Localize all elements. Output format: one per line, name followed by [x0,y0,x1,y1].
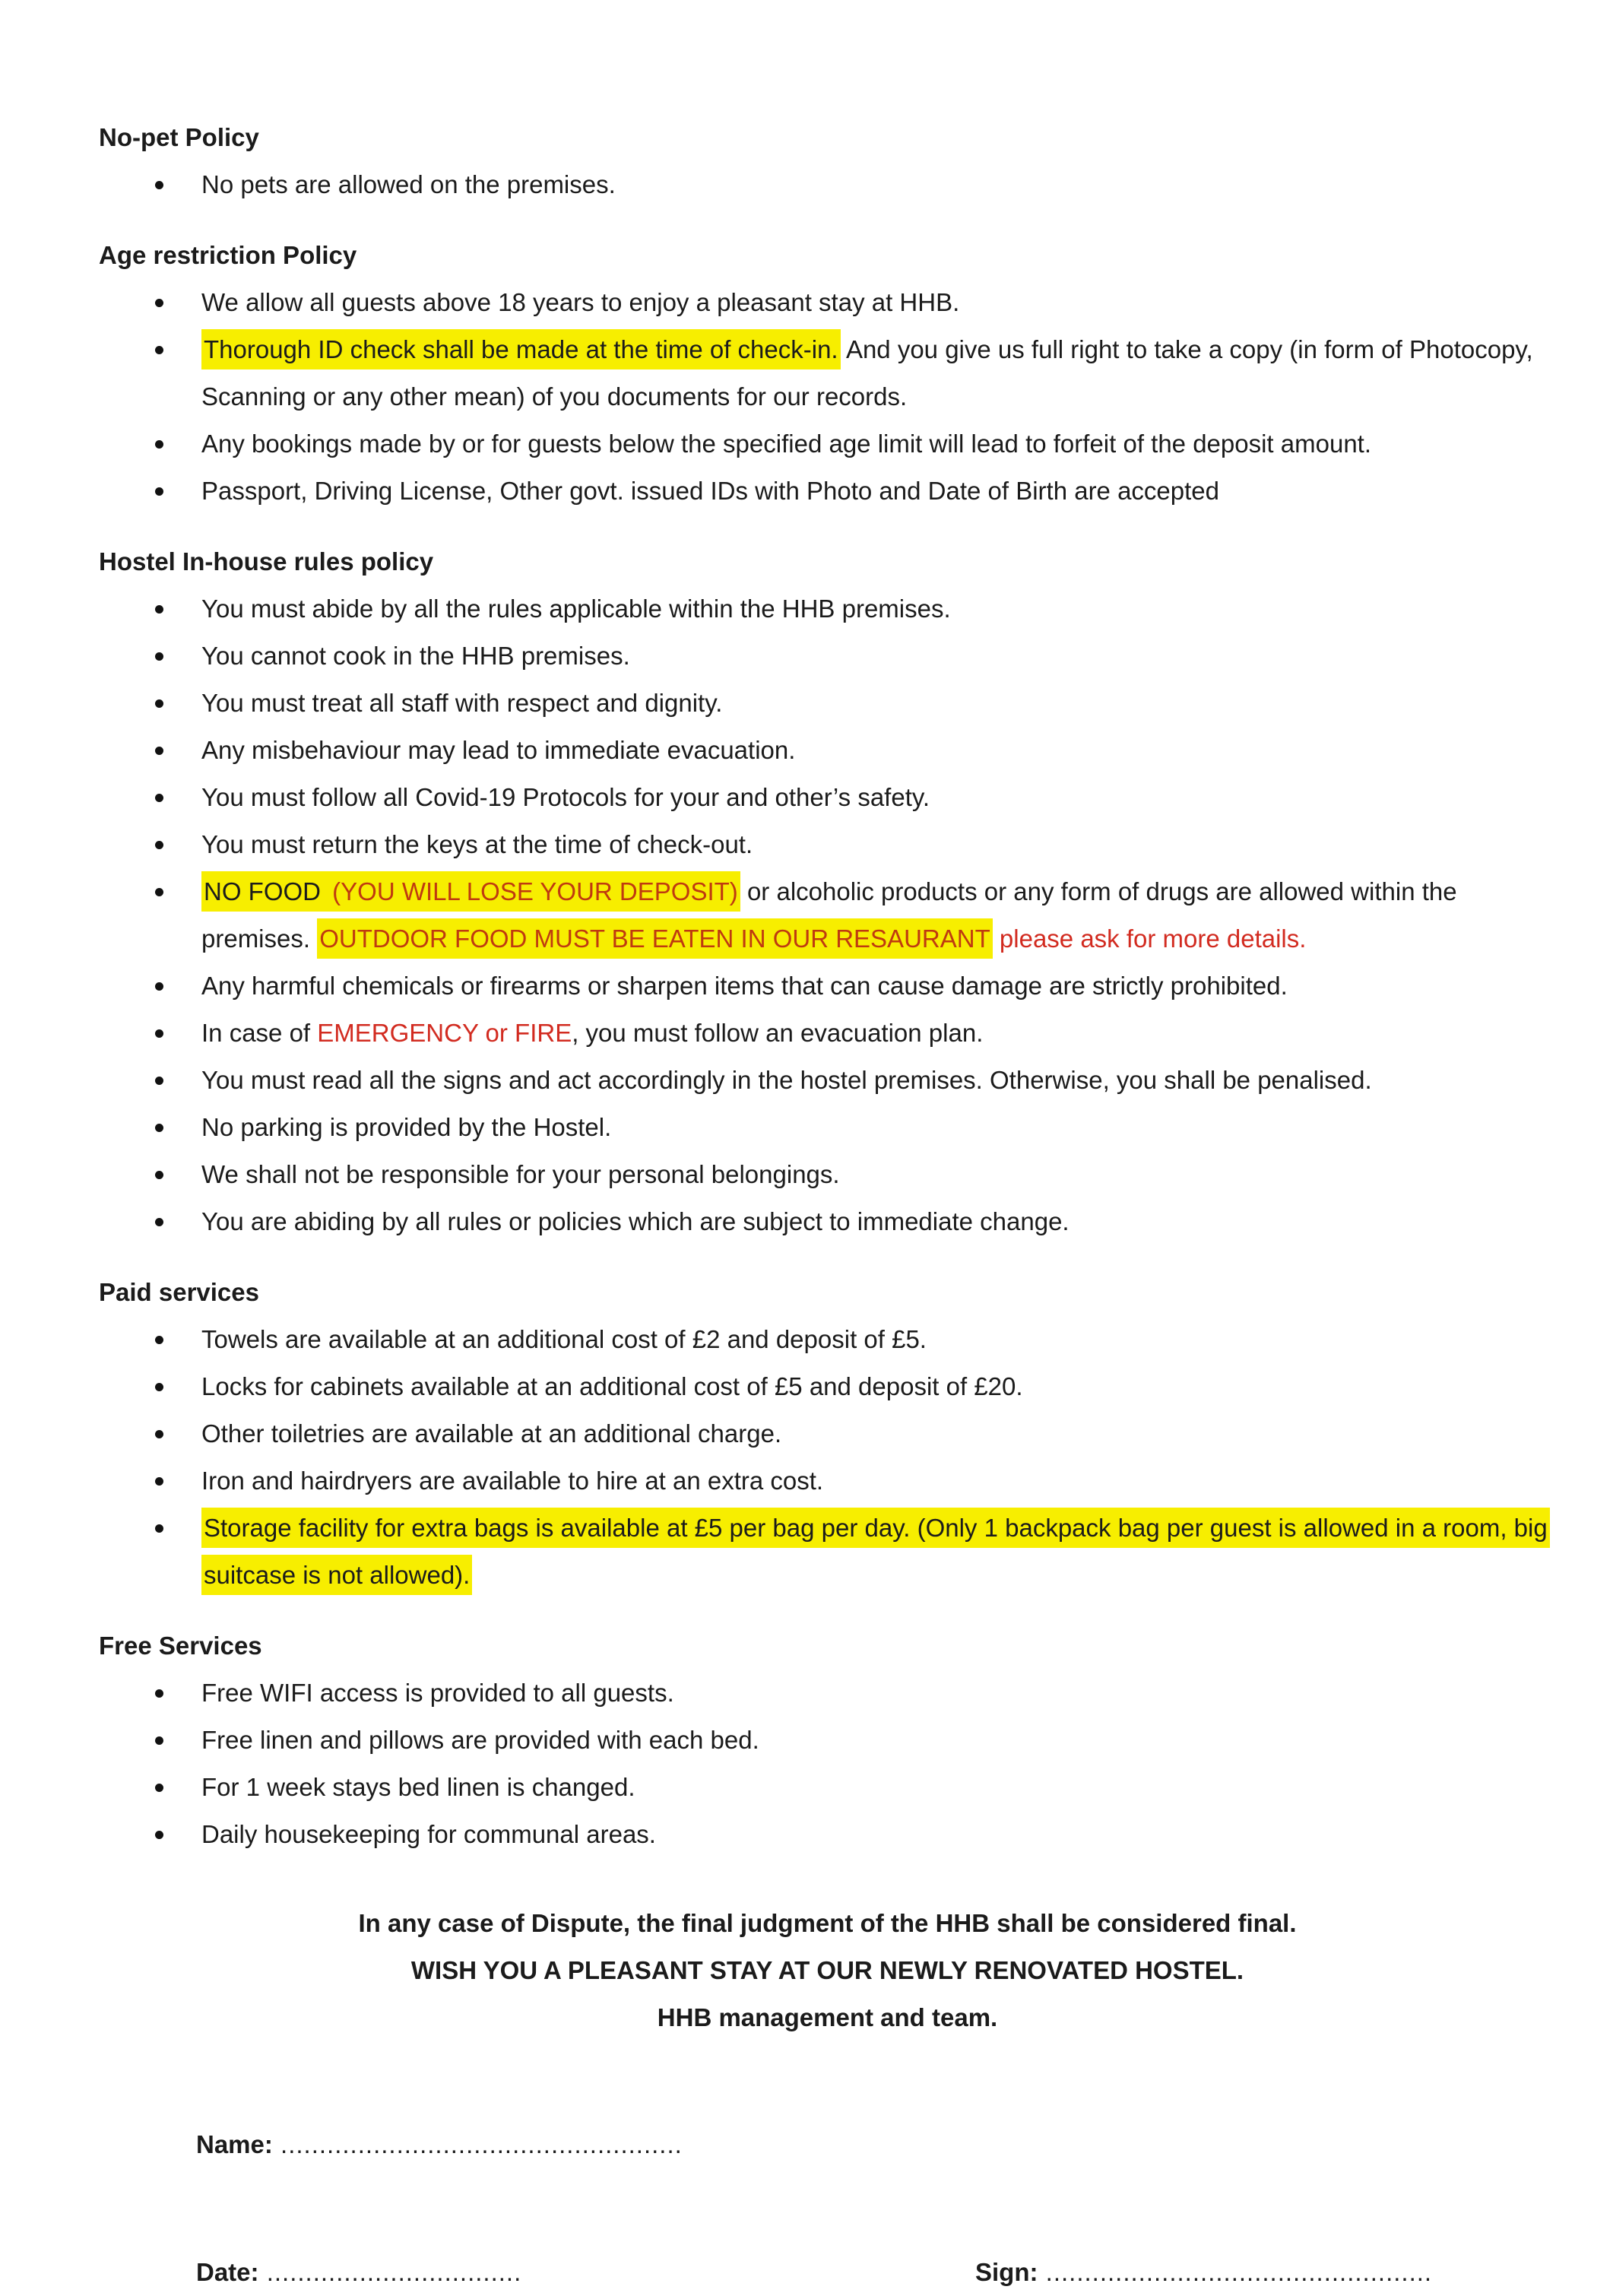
text-run: And you give us full right to take a copy (in form of Photocopy, Scanning or any other mean) of you documents for our records. [201,335,1533,411]
policy-sections [99,114,1556,1858]
policy-item [99,727,1556,774]
policy-item [99,1670,1556,1717]
policy-item [99,1363,1556,1410]
policy-list [99,585,1556,1245]
date-dots-line: ................................. [258,2258,522,2286]
section-heading: No-pet Policy [99,123,259,151]
closing-block [99,1900,1556,2041]
sign-dots-line: .................................................. [1038,2258,1433,2286]
text-run: Free WIFI access is provided to all guests. [201,1679,674,1707]
signature-date-sign-row [196,2249,1556,2296]
policy-item [99,821,1556,868]
text-run: You must abide by all the rules applicable within the HHB premises. [201,595,951,623]
name-dots-line: .................................................... [272,2130,683,2158]
text-run: No parking is provided by the Hostel. [201,1113,612,1141]
policy-item [99,279,1556,326]
text-run: We shall not be responsible for your personal belongings. [201,1160,840,1188]
text-run: You must read all the signs and act accordingly in the hostel premises. Otherwise, you shall be penalised. [201,1066,1372,1094]
emphasis-text-run: Storage facility for extra bags is available at £5 per bag per day. (Only 1 backpack bag per guest is allowed in a room, big suitcase is not allowed). [201,1508,1550,1595]
text-run: You must return the keys at the time of check-out. [201,830,753,858]
text-run: No pets are allowed on the premises. [201,170,616,198]
text-run: Iron and hairdryers are available to hire at an extra cost. [201,1467,824,1495]
policy-section [99,1622,1556,1858]
policy-item [99,680,1556,727]
policy-section [99,114,1556,208]
text-run: Daily housekeeping for communal areas. [201,1820,656,1848]
text-run: We allow all guests above 18 years to enjoy a pleasant stay at HHB. [201,288,960,316]
text-run: , you must follow an evacuation plan. [572,1019,984,1047]
policy-item [99,1410,1556,1457]
policy-list [99,1316,1556,1599]
policy-item [99,161,1556,208]
policy-item [99,774,1556,821]
text-run: You cannot cook in the HHB premises. [201,642,630,670]
date-label: Date: [196,2258,259,2286]
policy-item [99,1104,1556,1151]
policy-item [99,585,1556,633]
text-run: You are abiding by all rules or policies which are subject to immediate change. [201,1207,1070,1235]
policy-item [99,420,1556,468]
policy-list [99,279,1556,515]
sign-label: Sign: [975,2258,1038,2286]
policy-item [99,1505,1556,1599]
emphasis-text-run: NO FOOD [201,871,330,912]
closing-line-wish: WISH YOU A PLEASANT STAY AT OUR NEWLY RENOVATED HOSTEL. [410,1956,1244,1984]
closing-line-dispute: In any case of Dispute, the final judgment of the HHB shall be considered final. [358,1909,1297,1937]
policy-item [99,633,1556,680]
policy-item [99,1717,1556,1764]
sign-field [975,2249,1432,2296]
emphasis-text-run: please ask for more details. [992,924,1307,953]
policy-item [99,1457,1556,1505]
text-run: For 1 week stays bed linen is changed. [201,1773,635,1801]
text-run: or alcoholic products or any form of drugs are allowed within the premises. [201,877,1457,953]
policy-item [99,1764,1556,1811]
text-run: You must treat all staff with respect and dignity. [201,689,723,717]
policy-item [99,1057,1556,1104]
emphasis-text-run: EMERGENCY or FIRE [317,1019,572,1047]
policy-item [99,1316,1556,1363]
policy-list [99,1670,1556,1858]
text-run: Any misbehaviour may lead to immediate evacuation. [201,736,796,764]
policy-item [99,1198,1556,1245]
text-run: Free linen and pillows are provided with each bed. [201,1726,759,1754]
text-run: You must follow all Covid-19 Protocols for your and other’s safety. [201,783,930,811]
policy-item [99,1010,1556,1057]
section-heading: Paid services [99,1278,259,1306]
policy-item [99,326,1556,420]
policy-item [99,468,1556,515]
signature-block [196,2121,1556,2296]
text-run: In case of [201,1019,318,1047]
text-run: Passport, Driving License, Other govt. issued IDs with Photo and Date of Birth are accepted [201,477,1220,505]
policy-section [99,232,1556,515]
text-run: Locks for cabinets available at an additional cost of £5 and deposit of £20. [201,1372,1023,1400]
text-run: Towels are available at an additional cost of £2 and deposit of £5. [201,1325,927,1353]
policy-item [99,868,1556,962]
emphasis-text-run: (YOU WILL LOSE YOUR DEPOSIT) [330,871,740,912]
text-run: Other toiletries are available at an additional charge. [201,1419,782,1448]
text-run: Any bookings made by or for guests below the specified age limit will lead to forfeit of the deposit amount. [201,430,1372,458]
text-run: Any harmful chemicals or firearms or sharpen items that can cause damage are strictly prohibited. [201,972,1288,1000]
policy-item [99,1811,1556,1858]
emphasis-text-run: Thorough ID check shall be made at the time of check-in. [201,329,841,369]
section-heading: Age restriction Policy [99,241,357,269]
policy-item [99,962,1556,1010]
policy-section [99,1269,1556,1599]
signature-name-row [196,2121,1556,2168]
name-label: Name: [196,2130,273,2158]
emphasis-text-run: OUTDOOR FOOD MUST BE EATEN IN OUR RESAURANT [317,918,993,959]
section-heading: Hostel In-house rules policy [99,547,434,576]
section-heading: Free Services [99,1632,262,1660]
policy-item [99,1151,1556,1198]
policy-list [99,161,1556,208]
policy-section [99,538,1556,1245]
closing-line-management: HHB management and team. [657,2003,998,2031]
